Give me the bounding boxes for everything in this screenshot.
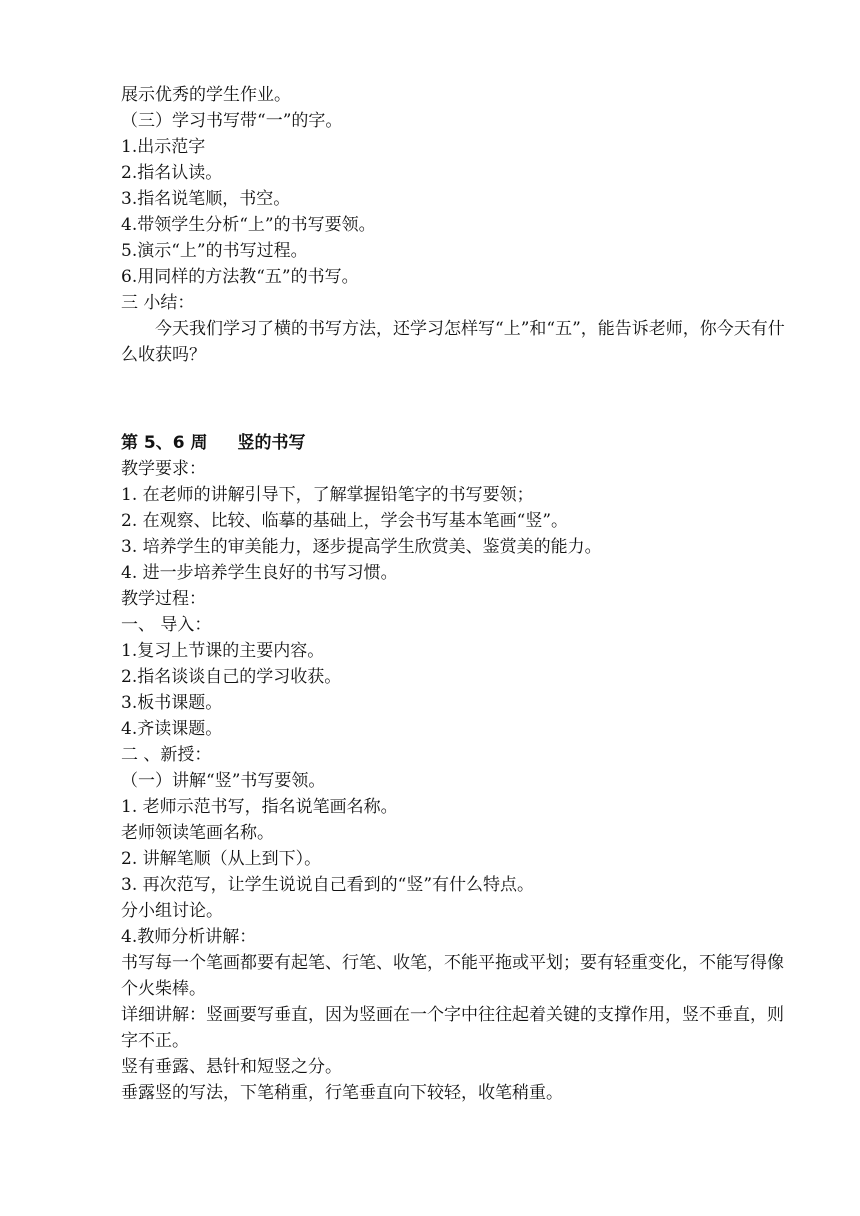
requirement-item: 1. 在老师的讲解引导下，了解掌握铅笔字的书写要领； <box>121 485 534 505</box>
text-line: （三）学习书写带“一”的字。 <box>121 111 343 131</box>
process-label: 教学过程： <box>121 589 206 609</box>
new-lesson-step: 分小组讨论。 <box>121 901 223 921</box>
text-line: 3.指名说笔顺，书空。 <box>121 189 291 209</box>
new-lesson-step: （一）讲解“竖”书写要领。 <box>121 771 326 791</box>
section-spacer <box>121 368 786 420</box>
requirement-item: 2. 在观察、比较、临摹的基础上，学会书写基本笔画“竖”。 <box>121 511 569 531</box>
section-title-week: 第 5、6 周 <box>121 433 208 453</box>
section-title-topic: 竖的书写 <box>237 433 306 453</box>
requirement-item: 4. 进一步培养学生良好的书写习惯。 <box>121 563 398 583</box>
summary-paragraph: 今天我们学习了横的书写方法，还学习怎样写“上”和“五”，能告诉老师，你今天有什么收获吗？ <box>121 319 785 365</box>
intro-step: 2.指名谈谈自己的学习收获。 <box>121 667 342 687</box>
text-line: 6.用同样的方法教“五”的书写。 <box>121 267 359 287</box>
new-lesson-step: 老师领读笔画名称。 <box>121 823 274 843</box>
text-line: 竖有垂露、悬针和短竖之分。 <box>121 1057 342 1077</box>
intro-step: 3.板书课题。 <box>121 693 223 713</box>
document-body <box>121 82 786 1106</box>
new-lesson-step: 3. 再次范写，让学生说说自己看到的“竖”有什么特点。 <box>121 875 535 895</box>
intro-step: 4.齐读课题。 <box>121 719 223 739</box>
text-line: 2.指名认读。 <box>121 163 223 183</box>
text-line: 1.出示范字 <box>121 137 206 157</box>
text-line: 4.带领学生分析“上”的书写要领。 <box>121 215 376 235</box>
summary-heading: 三 小结： <box>121 293 195 313</box>
explanation-paragraph: 书写每一个笔画都要有起笔、行笔、收笔，不能平拖或平划；要有轻重变化，不能写得像个火柴棒。 <box>121 953 784 999</box>
text-line: 垂露竖的写法，下笔稍重，行笔垂直向下较轻，收笔稍重。 <box>121 1083 563 1103</box>
text-line: 5.演示“上”的书写过程。 <box>121 241 308 261</box>
intro-label: 一、 导入： <box>121 615 212 635</box>
requirement-item: 3. 培养学生的审美能力，逐步提高学生欣赏美、鉴赏美的能力。 <box>121 537 602 557</box>
new-lesson-step: 1. 老师示范书写，指名说笔画名称。 <box>121 797 398 817</box>
requirements-label: 教学要求： <box>121 459 206 479</box>
new-lesson-step: 4.教师分析讲解： <box>121 927 257 947</box>
intro-step: 1.复习上节课的主要内容。 <box>121 641 325 661</box>
explanation-paragraph: 详细讲解：竖画要写垂直，因为竖画在一个字中往往起着关键的支撑作用，竖不垂直，则字不正。 <box>121 1005 784 1051</box>
new-lesson-label: 二 、新授： <box>121 745 212 765</box>
new-lesson-step: 2. 讲解笔顺（从上到下）。 <box>121 849 322 869</box>
section-title <box>121 430 786 456</box>
text-line: 展示优秀的学生作业。 <box>121 85 291 105</box>
